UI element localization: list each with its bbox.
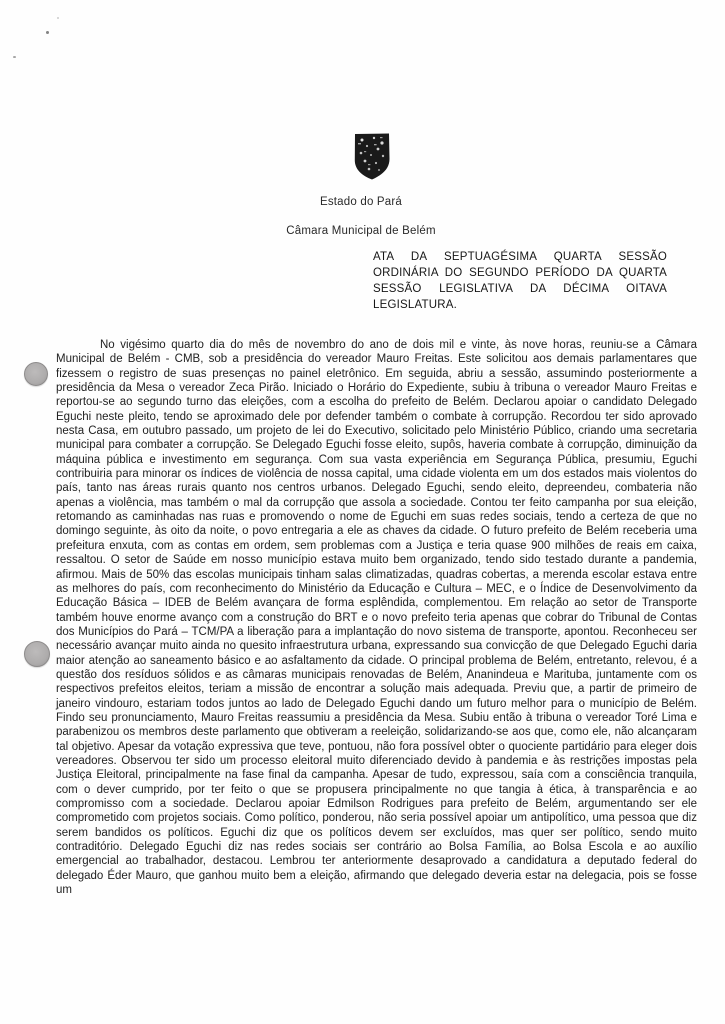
scan-speck [13,56,16,58]
scan-speck [46,31,49,34]
punch-hole [24,362,48,386]
minutes-body-paragraph: No vigésimo quarto dia do mês de novembro do ano de dois mil e vinte, às nove horas, reuniu-se a Câmara Municipal de Belém - CMB, sob a presidência do vereador Mauro Freitas. Este solicitou aos demais parlamentares que fizessem o registro de suas presenças no painel eletrônico. Em seguida, abriu a sessão, assumindo posteriormente a presidência da Mesa o vereador Zeca Pirão. Iniciado o Horário do Expediente, subiu à tribuna o vereador Mauro Freitas e reportou-se ao segundo turno das eleições, com a escolha do prefeito de Belém. Declarou apoiar o candidato Delegado Eguchi neste pleito, tendo se aproximado dele por defender também o combate à corrupção. Recordou ter sido aprovado nesta Casa, em outubro passado, um projeto de lei do Executivo, solicitado pelo Ministério Público, criando uma secretaria municipal para combater a corrupção. Se Delegado Eguchi fosse eleito, supôs, haveria combate à corrupção, diminuição da máquina pública e investimento em segurança. Com sua vasta experiência em Segurança Pública, presumiu, Eguchi contribuiria para minorar os índices de violência de nossa capital, uma cidade violenta em um dos estados mais violentos do país, tanto nas áreas rurais quanto nos centros urbanos. Delegado Eguchi, sendo eleito, depreendeu, combateria não apenas a violência, mas também o mal da corrupção que assola a sociedade. Contou ter feito campanha por sua eleição, retomando as caminhadas nas ruas e promovendo o nome de Eguchi em suas redes sociais, tendo a certeza de que no domingo seguinte, às oito da noite, o povo entregaria a ele as chaves da cidade. O futuro prefeito de Belém receberia uma prefeitura enxuta, com as contas em ordem, sem problemas com a Justiça e teria quase 900 milhões de reais em caixa, ressaltou. O setor de Saúde em nosso município estava muito bem organizado, tendo sido testado durante a pandemia, afirmou. Mais de 50% das escolas municipais tinham salas climatizadas, quadras cobertas, a merenda escolar estava entre as melhores do país, com reconhecimento do Ministério da Educação e Cultura – MEC, e o Índice de Desenvolvimento da Educação Básica – IDEB de Belém avançara de forma esplêndida, complementou. Em relação ao setor de Transporte também houve enorme avanço com a construção do BRT e o novo prefeito teria apenas que cobrar do Tribunal de Contas dos Municípios do Pará – TCM/PA a liberação para a implantação do novo sistema de transporte, apontou. Reconheceu ser necessário avançar muito ainda no quesito infraestrutura urbana, expressando sua convicção de que Delegado Eguchi daria maior atenção ao saneamento básico e ao asfaltamento da cidade. O principal problema de Belém, entretanto, relevou, é a questão dos resíduos sólidos e as câmaras municipais renovadas de Belém, Ananindeua e Marituba, juntamente com os respectivos prefeitos eleitos, teriam a missão de encontrar a solução mais adequada. Previu que, a partir de primeiro de janeiro vindouro, estariam todos juntos ao lado de Delegado Eguchi dando um futuro melhor para o município de Belém. Findo seu pronunciamento, Mauro Freitas reassumiu a presidência da Mesa. Subiu então à tribuna o vereador Toré Lima e parabenizou os membros deste parlamento que obtiveram a reeleição, solidarizando-se aos que, como ele, não alcançaram tal objetivo. Apesar da votação expressiva que teve, pontuou, não fora possível obter o quociente partidário para eleger dois vereadores. Observou ter sido um processo eleitoral muito diferenciado devido à pandemia e às restrições impostas pela Justiça Eleitoral, principalmente na fase final da campanha. Apesar de tudo, expressou, saía com a consciência tranquila, com o dever cumprido, por ter feito o que se propusera principalmente no que tangia à ética, à transparência e ao compromisso com a sociedade. Declarou apoiar Edmilson Rodrigues para prefeito de Belém, argumentando ser ele comprometido com projetos sociais. Como político, ponderou, não seria possível apoiar um antipolítico, uma pessoa que diz serem bandidos os políticos. Eguchi diz que os políticos devem ser excluídos, mas quer ser político, sendo muito contraditório. Delegado Eguchi diz nas redes sociais ser contrário ao Bolsa Família, ao Bolsa Escola e ao auxílio emergencial ao trabalhador, destacou. Lembrou ter anteriormente desaprovado a candidatura a deputado federal do delegado Éder Mauro, que ganhou muito bem a eleição, afirmando que delegado deveria estar na delegacia, pois se fosse um [56,339,697,897]
session-title-line: LEGISLATURA. [373,299,457,311]
punch-hole [24,641,50,667]
session-title-block [373,249,667,313]
state-label: Estado do Pará [319,196,403,208]
scan-speck [57,17,59,19]
organization-label: Câmara Municipal de Belém [286,225,436,237]
session-title-line: ORDINÁRIA DO SEGUNDO PERÍODO DA QUARTA [373,267,667,279]
belem-coat-of-arms-icon [352,132,392,181]
session-title-line: SESSÃO LEGISLATIVA DA DÉCIMA OITAVA [373,283,667,295]
session-title-line: ATA DA SEPTUAGÉSIMA QUARTA SESSÃO [373,251,667,263]
